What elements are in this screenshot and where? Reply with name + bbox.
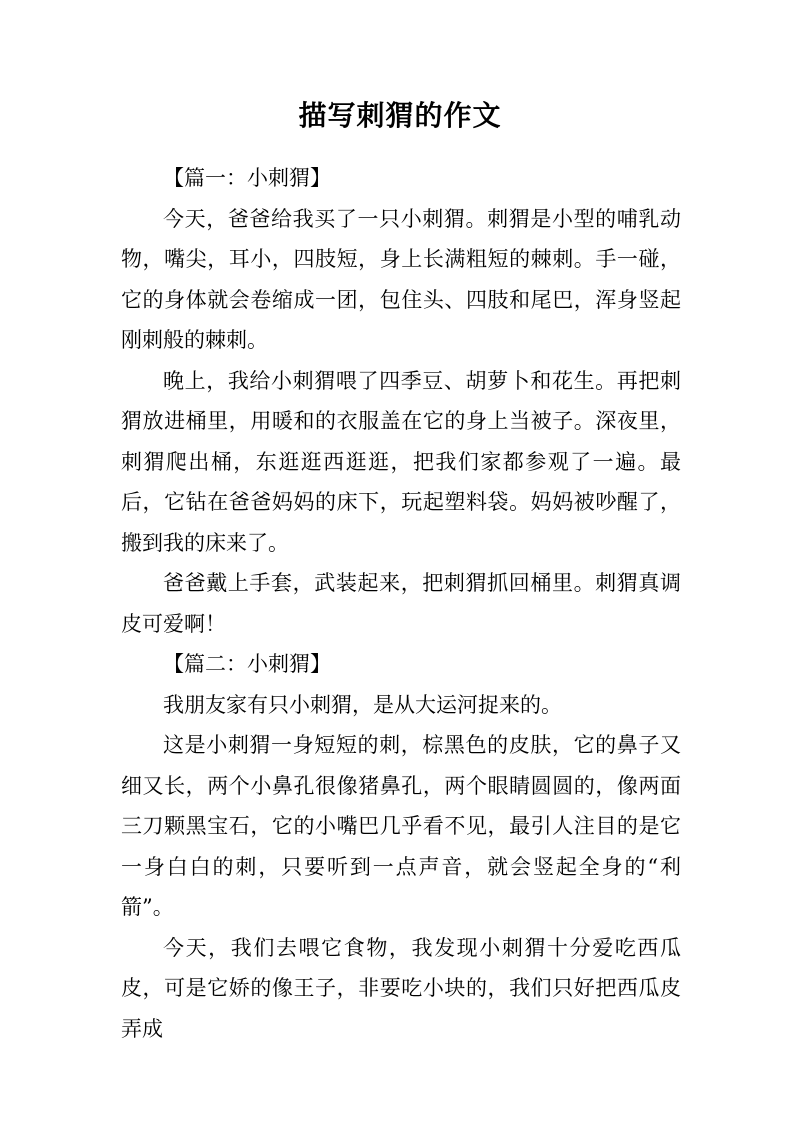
paragraph: 这是小刺猬一身短短的刺，棕黑色的皮肤，它的鼻子又细又长，两个小鼻孔很像猪鼻孔，两个眼睛圆圆的，像两面三刀颗黑宝石，它的小嘴巴几乎看不见，最引人注目的是它一身白白的刺，只要听到一点声音，就会竖起全身的“利箭”。 <box>121 733 681 919</box>
document-title: 描写刺猬的作文 <box>298 99 502 132</box>
section-heading-2: 【篇二：小刺猬】 <box>163 652 331 676</box>
document-body <box>121 158 681 1049</box>
paragraph: 爸爸戴上手套，武装起来，把刺猬抓回桶里。刺猬真调皮可爱啊！ <box>121 571 681 636</box>
section-heading-1: 【篇一：小刺猬】 <box>163 166 331 190</box>
paragraph: 晚上，我给小刺猬喂了四季豆、胡萝卜和花生。再把刺猬放进桶里，用暖和的衣服盖在它的身上当被子。深夜里，刺猬爬出桶，东逛逛西逛逛，把我们家都参观了一遍。最后，它钻在爸爸妈妈的床下，玩起塑料袋。妈妈被吵醒了，搬到我的床来了。 <box>121 368 681 555</box>
paragraph: 我朋友家有只小刺猬，是从大运河捉来的。 <box>163 692 562 717</box>
paragraph: 今天，爸爸给我买了一只小刺猬。刺猬是小型的哺乳动物，嘴尖，耳小，四肢短，身上长满粗短的棘刺。手一碰，它的身体就会卷缩成一团，包住头、四肢和尾巴，浑身竖起刚刺般的棘刺。 <box>121 206 681 352</box>
paragraph: 今天，我们去喂它食物，我发现小刺猬十分爱吃西瓜皮，可是它娇的像王子，非要吃小块的，我们只好把西瓜皮弄成 <box>121 935 681 1041</box>
